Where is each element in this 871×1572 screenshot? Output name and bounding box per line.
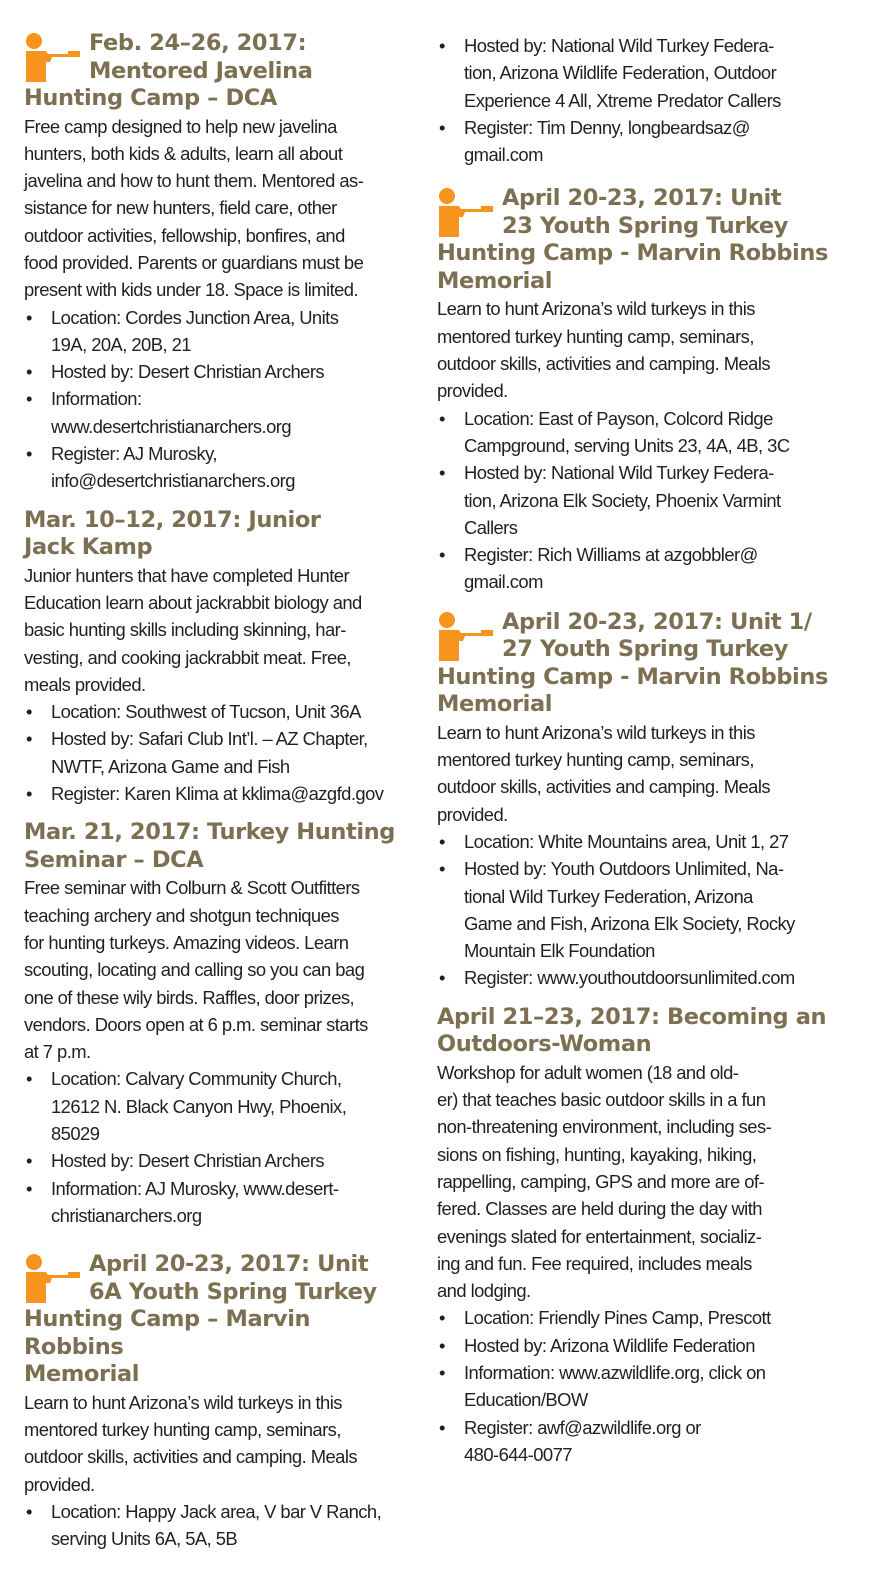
list-item-host: • Hosted by: Arizona Wildlife Federation [437,1332,829,1359]
event-details-list [437,828,829,992]
list-item-location: • Location: Southwest of Tucson, Unit 36A [24,698,406,725]
event-description: Junior hunters that have completed Hunter Education learn about jackrabbit biology and basic hunting skills including skinning, har- vesting, and cooking jackrabbit meat. Free, meals provided. [24,564,362,695]
event-title-date: Feb. 24–26, 2017: Mentored Javelina [89,30,313,84]
hunter-with-rifle-icon [24,32,82,82]
event-title-date: April 20-23, 2017: Unit 23 Youth Spring Turkey [502,185,789,239]
list-item-location: • Location: White Mountains area, Unit 1, 27 [437,828,829,855]
event-heading [24,819,406,874]
list-item-register: • Register: Tim Denny, longbeardsaz@ gmail.com [437,114,829,169]
list-item-location: • Location: Friendly Pines Camp, Prescott [437,1304,829,1331]
event-heading [24,507,406,562]
event-junior-jack-kamp [24,507,406,808]
list-item-host: • Hosted by: National Wild Turkey Federa- tion, Arizona Wildlife Federation, Outdoor Experience 4 All, Xtreme Predator Callers [437,32,829,114]
hunter-with-rifle-icon [437,611,495,661]
event-details-list [24,304,406,495]
event-title-rest: Hunting Camp – Marvin Robbins Memorial [24,1306,311,1388]
hunter-with-rifle-icon [24,1253,82,1303]
event-title-date: April 20-23, 2017: Unit 1/ 27 Youth Spring Turkey [502,608,812,663]
list-item-register: • Register: Rich Williams at azgobbler@ gmail.com [437,541,829,596]
list-item-location: • Location: East of Payson, Colcord Ridge Campground, serving Units 23, 4A, 4B, 3C [437,405,829,460]
event-details-list [24,1498,406,1553]
event-title: April 21–23, 2017: Becoming an Outdoors-Woman [437,1003,827,1058]
event-turkey-seminar [24,819,406,1229]
event-title-rest: Hunting Camp - Marvin Robbins Memorial [437,663,828,718]
event-details-list [437,32,829,168]
event-heading [24,1251,406,1389]
list-item-register: • Register: Karen Klima at kklima@azgfd.gov [24,780,406,807]
event-unit-1-27-turkey-camp [437,609,829,992]
list-item-host: • Hosted by: Safari Club Int’l. – AZ Chapter, NWTF, Arizona Game and Fish [24,725,406,780]
event-javelina-camp [24,30,406,495]
event-details-list [24,1065,406,1229]
event-title-date: April 20-23, 2017: Unit 6A Youth Spring Turkey [89,1251,377,1305]
list-item-location: • Location: Cordes Junction Area, Units 19A, 20A, 20B, 21 [24,304,406,359]
list-item-information: • Information: AJ Murosky, www.desert- christianarchers.org [24,1175,406,1230]
event-description: Workshop for adult women (18 and old- er) that teaches basic outdoor skills in a fun non-threatening environment, including ses- sions on fishing, hunting, kayaking, hiking, rappelling, camping, GPS and more are of- fered. Classes are held during the day with evenings slated for entertainment, socializ- ing and fun. Fee required, includes meals and lodging. [437,1061,772,1302]
event-heading [437,185,829,295]
event-unit-6a-turkey-camp [24,1251,406,1552]
list-item-host: • Hosted by: Desert Christian Archers [24,1147,406,1174]
event-becoming-outdoors-woman [437,1004,829,1468]
list-item-register: • Register: AJ Murosky, info@desertchristianarchers.org [24,440,406,495]
event-title-rest: Hunting Camp - Marvin Robbins Memorial [437,240,828,294]
list-item-information: • Information: www.azwildlife.org, click on Education/BOW [437,1359,829,1414]
list-item-host: • Hosted by: National Wild Turkey Federa- tion, Arizona Elk Society, Phoenix Varmint Callers [437,459,829,541]
event-title: Mar. 10–12, 2017: Junior Jack Kamp [24,506,321,561]
list-item-register: • Register: www.youthoutdoorsunlimited.com [437,964,829,991]
left-column [24,30,406,1552]
event-heading [24,30,406,113]
event-details-list [437,405,829,596]
event-details-list [437,1304,829,1468]
list-item-register: • Register: awf@azwildlife.org or 480-644-0077 [437,1414,829,1469]
right-column [437,32,829,1468]
list-item-host: • Hosted by: Youth Outdoors Unlimited, Na- tional Wild Turkey Federation, Arizona Game and Fish, Arizona Elk Society, Rocky Mountain Elk Foundation [437,855,829,964]
event-description: Learn to hunt Arizona’s wild turkeys in this mentored turkey hunting camp, seminars, outdoor skills, activities and camping. Meals provided. [437,721,771,825]
event-description: Learn to hunt Arizona’s wild turkeys in this mentored turkey hunting camp, seminars, outdoor skills, activities and camping. Meals provided. [437,298,771,402]
event-description: Free seminar with Colburn & Scott Outfitters teaching archery and shotgun techniques for hunting turkeys. Amazing videos. Learn scouting, locating and calling so you can bag one of these wily birds. Raffles, door prizes, vendors. Doors open at 6 p.m. seminar starts at 7 p.m. [24,877,368,1063]
list-item-location: • Location: Happy Jack area, V bar V Ranch, serving Units 6A, 5A, 5B [24,1498,406,1553]
list-item-host: • Hosted by: Desert Christian Archers [24,358,406,385]
event-description: Learn to hunt Arizona’s wild turkeys in this mentored turkey hunting camp, seminars, outdoor skills, activities and camping. Meals provided. [24,1391,358,1495]
event-title-rest: Hunting Camp – DCA [24,85,277,111]
event-title: Mar. 21, 2017: Turkey Hunting Seminar – DCA [24,819,395,873]
event-heading [437,609,829,719]
event-unit-23-turkey-camp [437,185,829,595]
event-description: Free camp designed to help new javelina hunters, both kids & adults, learn all about javelina and how to hunt them. Mentored as- sistance for new hunters, field care, other outdoor activities, fellowship, bonfires, and food provided. Parents or guardians must be present with kids under 18. Space is limited. [24,115,364,301]
hunter-with-rifle-icon [437,187,495,237]
event-unit-6a-turkey-camp-continued [437,32,829,168]
list-item-location: • Location: Calvary Community Church, 12612 N. Black Canyon Hwy, Phoenix, 85029 [24,1065,406,1147]
list-item-information: • Information: www.desertchristianarchers.org [24,385,406,440]
event-heading [437,1004,829,1059]
event-details-list [24,698,406,807]
